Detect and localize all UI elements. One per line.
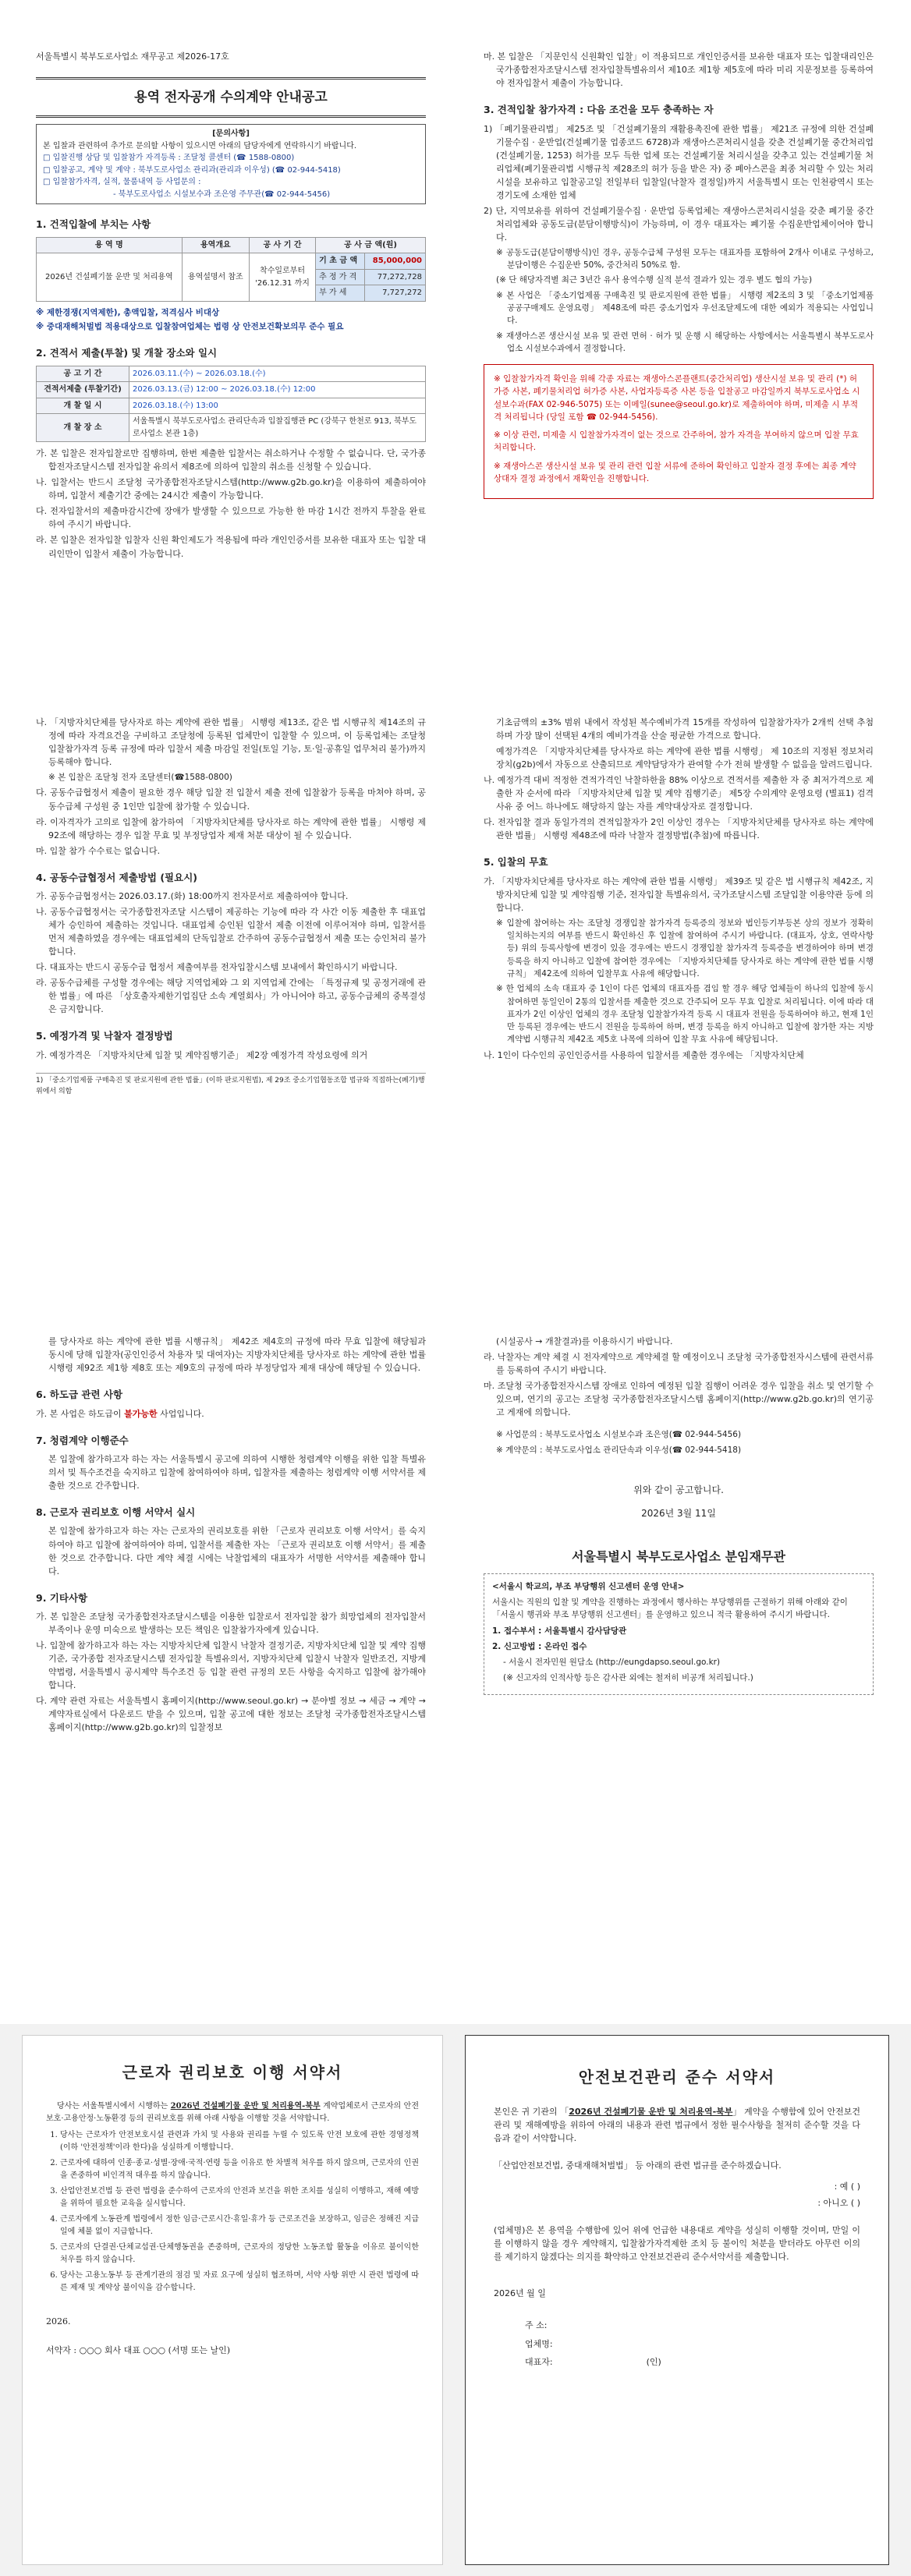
section-5-item: 다. 전자입찰 결과 동일가격의 견적입찰자가 2인 이상인 경우는 「지방자치단체를 당사자로 하는 계약에 관한 법률」 시행령 제48조에 따라 낙찰자 결정방법(추첨)에 따릅니다.: [484, 817, 874, 841]
inquiry-line: - 북부도로사업소 시설보수과 조은영 주무관(☎ 02-944-5456): [113, 189, 331, 199]
answer-no[interactable]: : 아니오 ( ): [817, 2198, 860, 2209]
inquiry-line: □ 입찰참가자격, 실적, 물품내역 등 사업문의 :: [43, 178, 201, 187]
labor-pledge-item: 2. 근로자에 대하여 인종·종교·성별·장애·국적·연령 등을 이유로 한 차별적 처우를 하지 않으며, 근로자의 인권을 존중하여 비인격적 대우를 하지 않습니다.: [60, 2157, 419, 2182]
safety-pledge: [465, 2035, 889, 2565]
intro-text: 계약업체로서 근로자의 안전보호·고용안정·노동환경 등의 권리보호를 위해 아래 사항을 이행할 것을 서약합니다.: [46, 2102, 419, 2123]
report-center-text: 서울시는 직원의 입찰 및 계약을 진행하는 과정에서 행사하는 부당행위를 근절하기 위해 아래와 같이 「서울시 행귀와 부조 부당행위 신고센터」를 운영하고 있으니 적극 활용하여 주시기 바랍니다.: [492, 1598, 848, 1620]
schedule-value: 서울특별시 북부도로사업소 관리단속과 입찰집행관 PC (강북구 한천로 913, 북부도로사업소 본관 1층): [129, 414, 426, 442]
invalid-bid-item: 를 당사자로 하는 계약에 관한 법률 시행규칙」 제42조 제4호의 규정에 따라 무효 입찰에 해당됨과 동시에 당해 입찰자(공인인증서 차용자 및 대여자)는 지방자치단체를 당사자로 하는 계약에 관한 법률 시행령 제92조 제1항 제8호 또는 제9호의 규정에 따라 부정당업자 제재 대상에 해당될 수 있습니다.: [48, 1336, 426, 1374]
labor-pledge-item: 3. 산업안전보건법 등 관련 법령을 준수하여 근로자의 안전과 보건을 위한 조치를 성실히 이행하고, 재해 예방을 위하여 필요한 교육을 실시합니다.: [60, 2185, 419, 2210]
amount-label: 기 초 금 액: [316, 253, 365, 270]
section-2-heading: 2. 견적서 제출(투찰) 및 개찰 장소와 일시: [36, 347, 218, 359]
inquiry-title: [문의사항]: [212, 129, 250, 139]
section-2-item: 가. 본 입찰은 전자입찰로만 집행하며, 한번 제출한 입찰서는 취소하거나 수정할 수 없습니다. 단, 국가종합전자조달시스템 전자입찰 유의서 제8조에 의하여 입찰의 취소를 신청할 수 있습니다.: [36, 448, 426, 472]
schedule-label: 개 찰 일 시: [37, 398, 129, 414]
service-period: [249, 253, 315, 302]
page1-left-column: [36, 50, 426, 563]
schedule-label: 개 찰 장 소: [37, 414, 129, 442]
section-2-item: 라. 본 입찰은 전자입찰 입찰자 신원 확인제도가 적용됨에 따라 개인인증서를 보유한 대표자 또는 입찰 대리인만이 입찰서 제출이 가능합니다.: [36, 535, 426, 559]
col-header: 용역개요: [182, 237, 249, 253]
representative-field[interactable]: [525, 2355, 860, 2369]
safety-law-statement: 「산업안전보건법, 중대재해처벌법」 등 아래의 관련 법규를 준수하겠습니다.: [494, 2160, 782, 2171]
amount-value: 85,000,000: [364, 253, 425, 270]
closing-text: 위와 같이 공고합니다.: [633, 1484, 724, 1495]
section-5-item: 기초금액의 ±3% 범위 내에서 작성된 복수예비가격 15개를 작성하여 입찰참가자가 2개씩 선택 추첨하며 가장 많이 선택된 4개의 예비가격을 산술 평균한 가격으로 합니다.: [496, 717, 874, 741]
amount-label: 추 정 가 격: [316, 269, 365, 285]
section-3-item: 다. 공동수급협정서 제출이 필요한 경우 해당 입찰 전 입찰서 제출 전에 입찰참가 등록을 마쳐야 하며, 공동수급체 구성원 중 1인만 입찰에 참가할 수 있습니다.: [36, 787, 426, 812]
pledge-forms-page: [0, 2024, 911, 2576]
report-center-box: [484, 1573, 874, 1695]
page2-left-column: [36, 1335, 426, 1736]
page1-lower-left: [36, 716, 426, 1098]
invalid-bid-note: ※ 입찰에 참여하는 자는 조달청 경쟁입찰 참가자격 등록증의 정보와 법인등기부등본 상의 정보가 정확히 일치하는지의 여부를 반드시 확인하신 후 입찰에 참여하여 주시기 바랍니다. (대표자, 상호, 연락사항 등) 위의 등록사항에 변경이 있을 경우에는 반드시 경쟁입찰 참가자격 등록증을 변경하여야 하며 변경등록을 하지 아니하고 입찰에 참여한 경우에는 「지방자치단체를 당사자로 하는 계약에 관한 법률 시행규칙」 제42조에 의하여 입찰무효 사유에 해당합니다.: [496, 918, 874, 978]
section-3-heading: 3. 견적입찰 참가자격 : 다음 조건을 모두 충족하는 자: [484, 104, 714, 116]
inquiry-line: 본 입찰과 관련하여 추가로 문의할 사항이 있으시면 아래의 담당자에게 연락하시기 바랍니다.: [43, 141, 357, 150]
schedule-label: 견적서제출 (투찰기간): [37, 382, 129, 398]
intro-text: 당사는 서울특별시에서 시행하는: [57, 2102, 171, 2111]
safety-pledge-title: 안전보건관리 준수 서약서: [578, 2068, 776, 2086]
col-header: 공 사 금 액(원): [316, 237, 426, 253]
labor-pledge-item: 4. 근로자에게 노동관계 법령에서 정한 임금·근로시간·휴일·휴가 등 근로조건을 보장하고, 임금은 정해진 지급일에 체불 없이 지급합니다.: [60, 2213, 419, 2238]
section-1-note: ※ 제한경쟁(지역제한), 총액입찰, 적격심사 비대상: [36, 307, 220, 317]
signature-block: [494, 2319, 860, 2368]
schedule-value: 2026.03.11.(수) ~ 2026.03.18.(수): [129, 366, 426, 382]
section-2-item: 나. 입찰서는 반드시 조달청 국가종합전자조달시스템(http://www.g2b.go.kr)을 이용하여 제출하여야 하며, 입찰서 제출기간 중에는 24시간 제출이 가능합니다.: [36, 477, 426, 501]
section-5-heading: 5. 예정가격 및 낙찰자 결정방법: [36, 1030, 173, 1042]
section-3-item: 라. 이자격자가 고의로 입찰에 참가하여 「지방자치단체를 당사자로 하는 계약에 관한 법률」 시행령 제92조에 해당하는 경우 입찰 무효 및 부정당업자 제재 처분 대상이 될 수 있습니다.: [36, 816, 426, 840]
subcontract-item: [36, 1407, 426, 1421]
integrity-item: 본 입찰에 참가하고자 하는 자는 서울특별시 공고에 의하여 시행한 청렴계약 이행을 위한 입찰 특별유의서 및 특수조건을 숙지하고 입찰에 참여하여야 하며, 입찰자를 제출하는 청렴계약 이행 서약서를 제출한 것으로 간주합니다.: [48, 1453, 426, 1491]
col-header: 공 사 기 간: [249, 237, 315, 253]
section-8-heading: 8. 근로자 권리보호 이행 서약서 실시: [36, 1506, 196, 1519]
section-1-note: ※ 중대재해처벌법 적용대상으로 입찰참여업체는 법령 상 안전보건확보의무 준수 필요: [36, 322, 344, 332]
section-5-item: 가. 예정가격은 「지방자치단체 입찰 및 계약집행기준」 제2장 예정가격 작성요령에 의거: [36, 1049, 368, 1060]
schedule-table: [36, 366, 426, 443]
labor-pledge-item: 5. 근로자의 단결권·단체교섭권·단체행동권을 존중하며, 근로자의 정당한 노동조합 활동을 이유로 불이익한 처우를 하지 않습니다.: [60, 2242, 419, 2266]
required-documents-note: ※ 이상 관련, 미제출 시 입찰참가자격이 없는 것으로 간주하여, 참가 자격을 부여하지 않으며 입찰 무효 처리합니다.: [494, 430, 859, 453]
section-3-item: 마. 입찰 참가 수수료는 없습니다.: [36, 845, 161, 856]
section-3-note: ※ 본 입찰은 조달청 전자 조달센터(☎1588-0800): [48, 773, 232, 783]
section-2-item: 마. 본 입찰은 「지문인식 신원확인 입찰」이 적용되므로 개인인증서를 보유한 대표자 또는 입찰대리인은 국가종합전자조달시스템 전자입찰특별유의서 제10조 제1항 제5호에 따라 미리 지문정보를 등록하여야 전자입찰서 제출이 가능합니다.: [484, 51, 874, 89]
other-item: 나. 입찰에 참가하고자 하는 자는 지방자치단체 입찰시 낙찰자 결정기준, 지방자치단체 입찰 및 계약 집행기준, 국가종합 전자조달시스템 전자입찰 특별유의서, 지방자치단체 입찰시 낙찰자 일반조건, 지방계약법령, 서울특별시 공시제약 특수조건 등 입찰 관련 규정의 모든 사항을 숙지하고 입찰에 참가해야 합니다.: [36, 1640, 426, 1691]
address-field[interactable]: 주 소:: [525, 2320, 548, 2331]
answer-yes[interactable]: : 예 ( ): [834, 2181, 860, 2192]
invalid-bid-item: 나. 1인이 다수인의 공인인증서를 사용하여 입찰서를 제출한 경우에는 「지방자치단체: [484, 1049, 804, 1060]
representative-label: 대표자:: [525, 2356, 553, 2367]
notice-page-2: [0, 1244, 911, 2024]
report-center-link: - 서울시 전자민원 원담소 (http://eungdapso.seoul.go.kr): [503, 1658, 721, 1668]
labor-pledge-item: 1. 당사는 근로자가 안전보호시설 관련과 가치 및 사용와 권리를 누릴 수 있도록 안전 보호에 관한 경영정책(이하 '안전정책'이라 한다)을 성실하게 이행합니다.: [60, 2129, 419, 2154]
labor-pledge-signature: 서약자 : ○○○ 회사 대표 ○○○ (서명 또는 날인): [46, 2345, 230, 2356]
labor-pledge-item: 6. 당사는 고용노동부 등 관계기관의 점검 및 자료 요구에 성실히 협조하며, 서약 사항 위반 시 관련 법령에 따른 제재 및 계약상 불이익을 감수합니다.: [60, 2270, 419, 2295]
amount-value: 77,272,728: [364, 269, 425, 285]
eligibility-note: ※ 재생아스콘 생산시설 보유 및 관련 면허 · 허가 및 운행 시 해당하는 사항에서는 서울특별시 북부도로사업소 시설보수과에서 결정합니다.: [496, 331, 874, 353]
section-4-item: 가. 공동수급협정서는 2026.03.17.(화) 18:00까지 전자문서로 제출하여야 합니다.: [36, 891, 349, 902]
report-center-title: <서울시 학교의, 부조 부당행위 신고센터 운영 안내>: [492, 1581, 685, 1591]
report-center-method: 2. 신고방법 : 온라인 접수: [492, 1641, 587, 1651]
labor-pledge-intro: [46, 2100, 419, 2125]
section-2-item: 다. 전자입찰서의 제출마감시간에 장애가 발생할 수 있으므로 가능한 한 마감 1시간 전까지 투찰을 완료하여 주시기 바랍니다.: [36, 506, 426, 530]
required-documents-note: ※ 입찰참가자격 확인을 위해 각종 자료는 재생아스콘플랜트(중간처리업) 생산시설 보유 및 관리 (*) 허가증 사본, 폐기물처리업 허가증 사본, 사업자등록증 사본 등을 입찰공고 마감일까지 북부도로사업소 시설보수과(FAX 02-946-5075) 또는 이메일(sunee@seoul.go.kr)로 제출하여야 하며, 미제출 시 부적격 처리됩니다 (당일 포함 ☎ 02-944-5456).: [494, 374, 860, 422]
eligibility-note: (※ 단 해당자격별 최근 3년간 유사 용역수행 실적 분석 결과가 있는 경우 별도 협의 가능): [496, 275, 813, 285]
service-overview: 용역설명서 참조: [182, 253, 249, 302]
section-5-item: 예정가격은 「지방자치단체를 당사자로 하는 계약에 관한 법률 시행령」 제 10조의 지정된 정보처리장치(g2b)에서 자동으로 산출되므로 계약담당자가 관여할 수가 전혀 발생할 수 없음을 알려드립니다.: [496, 746, 874, 770]
seal-mark: (인): [646, 2356, 661, 2367]
notice-title: 용역 전자공개 수의계약 안내공고: [36, 77, 426, 118]
safety-pledge-commitment: (업체명)은 본 용역을 수행함에 있어 위에 언급한 내용대로 계약을 성실히 이행할 것이며, 만일 이를 이행하지 않을 경우 계약해지, 입찰참가자격제한 조치 등 불이익 처분을 받더라도 아무런 이의를 제기하지 않겠다는 의지를 확약하고 안전보건관리 준수서약서를 제출합니다.: [494, 2225, 860, 2263]
col-header: 용 역 명: [37, 237, 183, 253]
labor-pledge-list: [46, 2129, 419, 2295]
inquiry-line: □ 입찰공고, 계약 및 계약 : 북부도로사업소 관리과(관리과 이우성) (☎ 02-944-5418): [43, 165, 341, 175]
safety-pledge-intro: [494, 2105, 860, 2145]
section-9-heading: 9. 기타사항: [36, 1591, 88, 1604]
amount-value: 7,727,272: [364, 285, 425, 302]
safety-pledge-date: 2026년 월 일: [494, 2288, 546, 2299]
section-3-item: 나. 「지방자치단체를 당사자로 하는 계약에 관한 법률」 시행령 제13조, 같은 법 시행규칙 제14조의 규정에 따라 자격요건을 구비하고 조달청에 등록된 업체만이 입찰할 수 있으며, 이 등록업체는 조달청 입찰참가자격 등록 규정에 따라 입찰서 제출 마감일 전일(토일 기능, 토·일·공휴일 업무처리 불가)까지 등록해야 합니다.: [36, 717, 426, 768]
service-name: 2026년 건설폐기물 운반 및 처리용역: [37, 253, 183, 302]
required-documents-note: ※ 재생아스콘 생산시설 보유 및 관리 관련 입찰 서류에 준하여 확인하고 입찰자 결정 후에는 최종 계약상대자 결정 과정에서 재확인을 진행합니다.: [494, 461, 856, 483]
notice-reference: 서울특별시 북부도로사업소 재무공고 제2026-17호: [36, 51, 229, 62]
other-item: 가. 본 입찰은 조달청 국가종합전자조달시스템을 이용한 입찰로서 전자입찰 참가 희망업체의 전자입찰서 부족이나 운영 미숙으로 발생하는 모든 책임은 입찰참가자에게 있습니다.: [36, 1612, 426, 1636]
section-5-item: 나. 예정가격 대비 적정한 견적가격인 낙찰하한율 88% 이상으로 견적서를 제출한 자 중 최저가격으로 제출한 자 순서에 따라 「지방자치단체 입찰 및 계약 집행기준」 제5장 수의계약 운영요령 (별표1) 검격사유 중 어느 하나에도 해당하지 않는 자를 계약대상자로 결정합니다.: [484, 775, 874, 812]
period-end: '26.12.31 까지: [255, 278, 310, 288]
subcontract-text: 사업입니다.: [157, 1408, 204, 1419]
schedule-value: 2026.03.13.(금) 12:00 ~ 2026.03.18.(수) 12:00: [129, 382, 426, 398]
schedule-label: 공 고 기 간: [37, 366, 129, 382]
section-4-item: 나. 공동수급협정서는 국가종합전자조달 시스템이 제공하는 기능에 따라 각 사간 이동 제출한 후 대표업체가 승인하여 제출하는 것입니다. 대표업체 승인된 입찰서 제출 이전에 이루어져야 하며, 입찰서를 먼저 제출하였을 경우에는 대표업체의 단독입찰로 간주하여 공동수급협정서 제출 또는 승인처리 불가합니다.: [36, 907, 426, 957]
intro-text: 본인은 귀 기관의 「: [494, 2107, 569, 2117]
notice-page-1: [0, 0, 911, 1244]
inquiry-line: □ 입찰진행 상담 및 입찰참가 자격등록 : 조달청 콜센터 (☎ 1588-0800): [43, 154, 295, 163]
required-documents-box: [484, 364, 874, 499]
footnote: 1) 「중소기업제품 구매촉진 및 판로지원에 관한 법률」(이하 판로지원법), 제 29조 중소기업협동조합 법규와 직접하는(폐기)행위에서 의함: [36, 1073, 426, 1098]
service-table: [36, 237, 426, 302]
inquiry-box: [36, 124, 426, 204]
notice-date: 2026년 3월 11일: [641, 1508, 716, 1520]
project-name: 2026년 건설폐기물 운반 및 처리용역-북부: [569, 2107, 733, 2117]
section-1-heading: 1. 건적입찰에 부치는 사항: [36, 218, 151, 231]
page1-lower-right: [484, 716, 874, 1064]
report-center-dept: 1. 접수부서 : 서울특별시 감사담당관: [492, 1626, 627, 1636]
subcontract-status: 불가능한: [124, 1408, 158, 1419]
contact-line: ※ 사업문의 : 북부도로사업소 시설보수과 조은영(☎ 02-944-5456): [496, 1430, 742, 1440]
eligibility-note: ※ 공동도급(분담이행방식)인 경우, 공동수급체 구성원 모두는 대표자를 포함하여 2개사 이내로 구성하고, 분담이행은 수집운반 50%, 중간처리 50%로 함.: [496, 247, 874, 271]
invalid-bid-note: ※ 한 업체의 소속 대표자 중 1인이 다른 업체의 대표자를 겸임 할 경우 해당 업체들이 하나의 입찰에 동시 참여하면 동일인이 2통의 입찰서를 제출한 것으로 간주되어 모두 무효 입찰로 처리됩니다. 이에 따라 대표자가 2인 이상인 업체의 경우 조달청 입찰참가자격 등록 시 대표자 전원을 등록하여야 하고, 현재 1인만 등록된 경우에는 반드시 전원을 등록하여 하며, 변경 등록을 하지 아니하고 입찰에 참가한 자는 지방계약법 시행규칙 제42조 제5호 나목에 의하여 입찰 무효 사유에 해당됩니다.: [496, 984, 874, 1045]
section-6-heading: 6. 하도급 관련 사항: [36, 1389, 123, 1401]
eligibility-item: 1) 「폐기물관리법」 제25조 및 「건설폐기물의 재활용촉진에 관한 법률」 제21조 규정에 의한 건설폐기물수집 · 운반업(건설폐기물 업종코드 6728)과 재생아스콘처리시설을 갖춘 건설폐기물 중간처리업(건설폐기물, 1253) 허가를 모두 득한 업체 또는 건설폐기물 처리시설을 갖추고 있는 건설폐기물 처리업체(폐기물관리법 시행규칙 제28조의 허가 등을 받은 자) 중 폐아스콘을 최종 처리할 수 있는 처리시설을 보유하고 입찰공고일 전일부터 입찰일(낙찰자 결정일)까지 서울특별시 또는 인천광역시 또는 경기도에 소재한 업체: [484, 123, 874, 200]
invalid-bid-item: 가. 「지방자치단체를 당사자로 하는 계약에 관한 법률 시행령」 제39조 및 같은 법 시행규칙 제42조, 지방자치단체 입찰 및 계약집행 기준, 전자입찰 특별유의서, 국가조달시스템 조달입찰 이용약관 등에 의합니다.: [484, 876, 874, 913]
subcontract-text: 가. 본 사업은 하도급이: [36, 1408, 125, 1419]
amount-label: 부 가 세: [316, 285, 365, 302]
section-7-heading: 7. 청렴계약 이행준수: [36, 1434, 129, 1446]
period-start: 착수일로부터: [260, 267, 305, 276]
project-name: 2026년 건설폐기물 운반 및 처리용역-북부: [170, 2102, 321, 2111]
eligibility-note: ※ 본 사업은 「중소기업제품 구매촉진 및 판로지원에 관한 법률」 시행령 제2조의 3 및 「중소기업제품 공공구매제도 운영요령」 제48조에 따른 중소기업자 우선조달제도에 대한 예외가 적용되는 사업입니다.: [496, 290, 874, 326]
other-item: 라. 낙찰자는 계약 체결 시 전자계약으로 계약체결 할 예정이오니 조달청 국가종합전자시스템에 관련서류를 등록하여 주시기 바랍니다.: [484, 1352, 874, 1376]
other-item: 다. 계약 관련 자료는 서울특별시 홈페이지(http://www.seoul.go.kr) → 분야별 정보 → 세금 → 계약 → 계약자료실에서 다운로드 받을 수 있으며, 입찰 공고에 대한 정보는 조달청 국가종합전자조달시스템 홈페이지(http://www.g2b.go.kr)의 입찰정보: [36, 1696, 426, 1733]
intro-text: 」 계약을 수행함에 있어 안전보건관리 및 재해예방을 위하여 아래의 내용과 관련 법규에서 정한 필수사항을 철저히 준수할 것을 다음과 같이 서약합니다.: [494, 2107, 861, 2144]
labor-rights-item: 본 입찰에 참가하고자 하는 자는 근로자의 권리보호를 위한 「근로자 권리보호 이행 서약서」를 숙지하여야 하고 입찰에 참여하여야 하며, 입찰서를 제출한 자는 「근로자 권리보호 이행 서약서」를 제출한 것으로 간주합니다. 다만 계약 체결 시에는 낙찰업체의 대표자가 서명한 서약서를 제출해야 합니다.: [48, 1526, 426, 1576]
labor-pledge-date: 2026.: [46, 2316, 71, 2327]
other-item: (시설공사 → 개찰결과)를 이용하시기 바랍니다.: [496, 1336, 673, 1346]
page2-right-column: [484, 1335, 874, 1695]
company-field[interactable]: 업체명:: [525, 2338, 553, 2349]
eligibility-item: 2) 단, 지역보유를 위하여 건설폐기물수집 · 운반업 등록업체는 재생아스콘처리시설을 갖춘 폐기물 중간처리업체와 공동도급(분담이행방식)이 가능하며, 이 경우 대표자는 폐기물 수집운반업체이어야 합니다.: [484, 205, 874, 242]
labor-rights-pledge: [22, 2035, 443, 2565]
section-4-heading: 4. 공동수급협정서 제출방법 (필요시): [36, 871, 197, 883]
page1-right-column: [484, 50, 874, 508]
issuing-office: 서울특별시 북부도로사업소 분임재무관: [572, 1549, 785, 1564]
schedule-value: 2026.03.18.(수) 13:00: [129, 398, 426, 414]
labor-pledge-title: 근로자 권리보호 이행 서약서: [122, 2063, 343, 2082]
section-4-item: 다. 대표자는 반드시 공동수급 협정서 제출여부를 전자입찰시스템 보내에서 확인하시기 바랍니다.: [36, 962, 398, 973]
section-4-item: 라. 공동수급체를 구성할 경우에는 해당 지역업체와 그 외 지역업체 간에는 「특정규제 및 공정거래에 관한 법률」에 따른 「상호출자제한기업집단 소속 계열회사」가 아니어야 하고, 공동수급체의 중복결성은 금지합니다.: [36, 978, 426, 1015]
other-item: 마. 조달청 국가종합전자시스템 장애로 인하여 예정된 입찰 집행이 어려운 경우 입찰을 취소 및 연기할 수 있으며, 연기의 공고는 조달청 국가종합전자조달시스템 홈페이지(http://www.g2b.go.kr)의 연기공고 게재에 의합니다.: [484, 1381, 874, 1418]
report-center-privacy: (※ 신고자의 인적사항 등은 감사관 외에는 철저히 비공개 처리됩니다.): [503, 1673, 753, 1683]
section-invalid-heading: 5. 입찰의 무효: [484, 856, 548, 869]
contact-line: ※ 계약문의 : 북부도로사업소 관리단속과 이우성(☎ 02-944-5418): [496, 1445, 742, 1455]
